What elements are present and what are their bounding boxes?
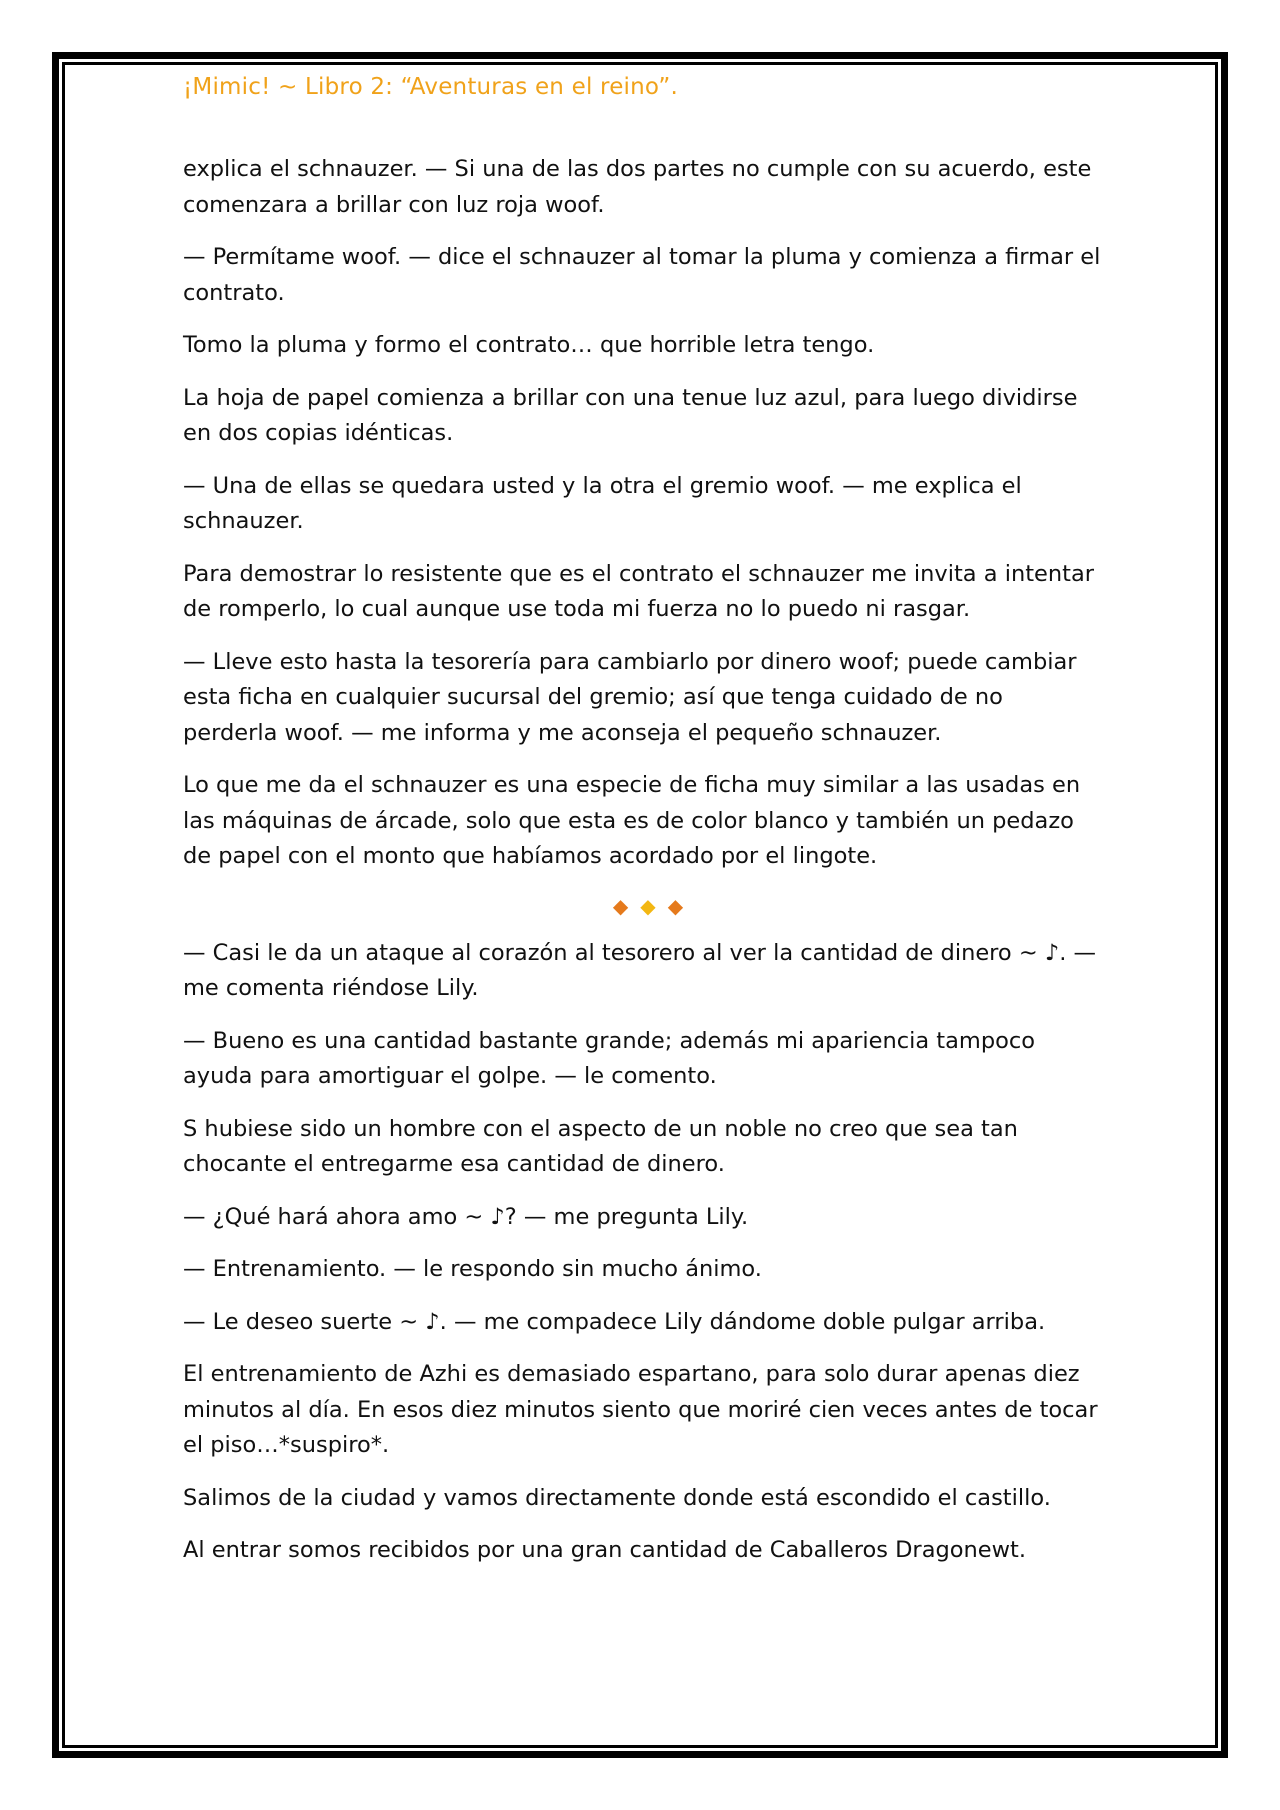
paragraph: La hoja de papel comienza a brillar con una tenue luz azul, para luego dividirse en dos copias idénticas. <box>183 384 1078 446</box>
paragraph: — Bueno es una cantidad bastante grande; además mi apariencia tampoco ayuda para amortiguar el golpe. — le comento. <box>183 1027 1036 1089</box>
paragraph: — Casi le da un ataque al corazón al tesorero al ver la cantidad de dinero ~ ♪. — me comenta riéndose Lily. <box>183 939 1097 1001</box>
body-text <box>183 152 1103 1586</box>
paragraph: — Le deseo suerte ~ ♪. — me compadece Lily dándome doble pulgar arriba. <box>183 1308 1046 1335</box>
paragraph: — Permítame woof. — dice el schnauzer al tomar la pluma y comienza a firmar el contrato. <box>183 244 1101 306</box>
paragraph: Para demostrar lo resistente que es el contrato el schnauzer me invita a intentar de romperlo, lo cual aunque use toda mi fuerza no lo puedo ni rasgar. <box>183 560 1094 622</box>
diamond-icon: ◆ <box>667 893 684 918</box>
paragraph: — Una de ellas se quedara usted y la otra el gremio woof. — me explica el schnauzer. <box>183 472 1022 534</box>
diamond-icon: ◆ <box>640 893 656 918</box>
paragraph: Al entrar somos recibidos por una gran cantidad de Caballeros Dragonewt. <box>183 1537 1027 1563</box>
paragraph: Lo que me da el schnauzer es una especie de ficha muy similar a las usadas en las máquinas de árcade, solo que esta es de color blanco y también un pedazo de papel con el monto que habíamos acordado por el lingote. <box>183 772 1081 869</box>
paragraph: — ¿Qué hará ahora amo ~ ♪? — me pregunta Lily. <box>183 1203 749 1230</box>
paragraph: Salimos de la ciudad y vamos directamente donde está escondido el castillo. <box>183 1484 1051 1511</box>
scene-break-ornament <box>183 892 1103 920</box>
running-header: ¡Mimic! ~ Libro 2: “Aventuras en el reino”. <box>183 74 678 100</box>
paragraph: explica el schnauzer. — Si una de las dos partes no cumple con su acuerdo, este comenzara a brillar con luz roja woof. <box>183 156 1092 218</box>
paragraph: — Entrenamiento. — le respondo sin mucho ánimo. <box>183 1256 762 1282</box>
paragraph: Tomo la pluma y formo el contrato… que horrible letra tengo. <box>183 332 875 358</box>
paragraph: — Lleve esto hasta la tesorería para cambiarlo por dinero woof; puede cambiar esta ficha en cualquier sucursal del gremio; así que tenga cuidado de no perderla woof. — me informa y me aconseja el pequeño schnauzer. <box>183 648 1077 746</box>
paragraph: El entrenamiento de Azhi es demasiado espartano, para solo durar apenas diez minutos al día. En esos diez minutos siento que moriré cien veces antes de tocar el piso…*suspiro*. <box>183 1361 1098 1458</box>
diamond-icon: ◆ <box>612 893 629 918</box>
paragraph: S hubiese sido un hombre con el aspecto de un noble no creo que sea tan chocante el entregarme esa cantidad de dinero. <box>183 1115 1018 1177</box>
